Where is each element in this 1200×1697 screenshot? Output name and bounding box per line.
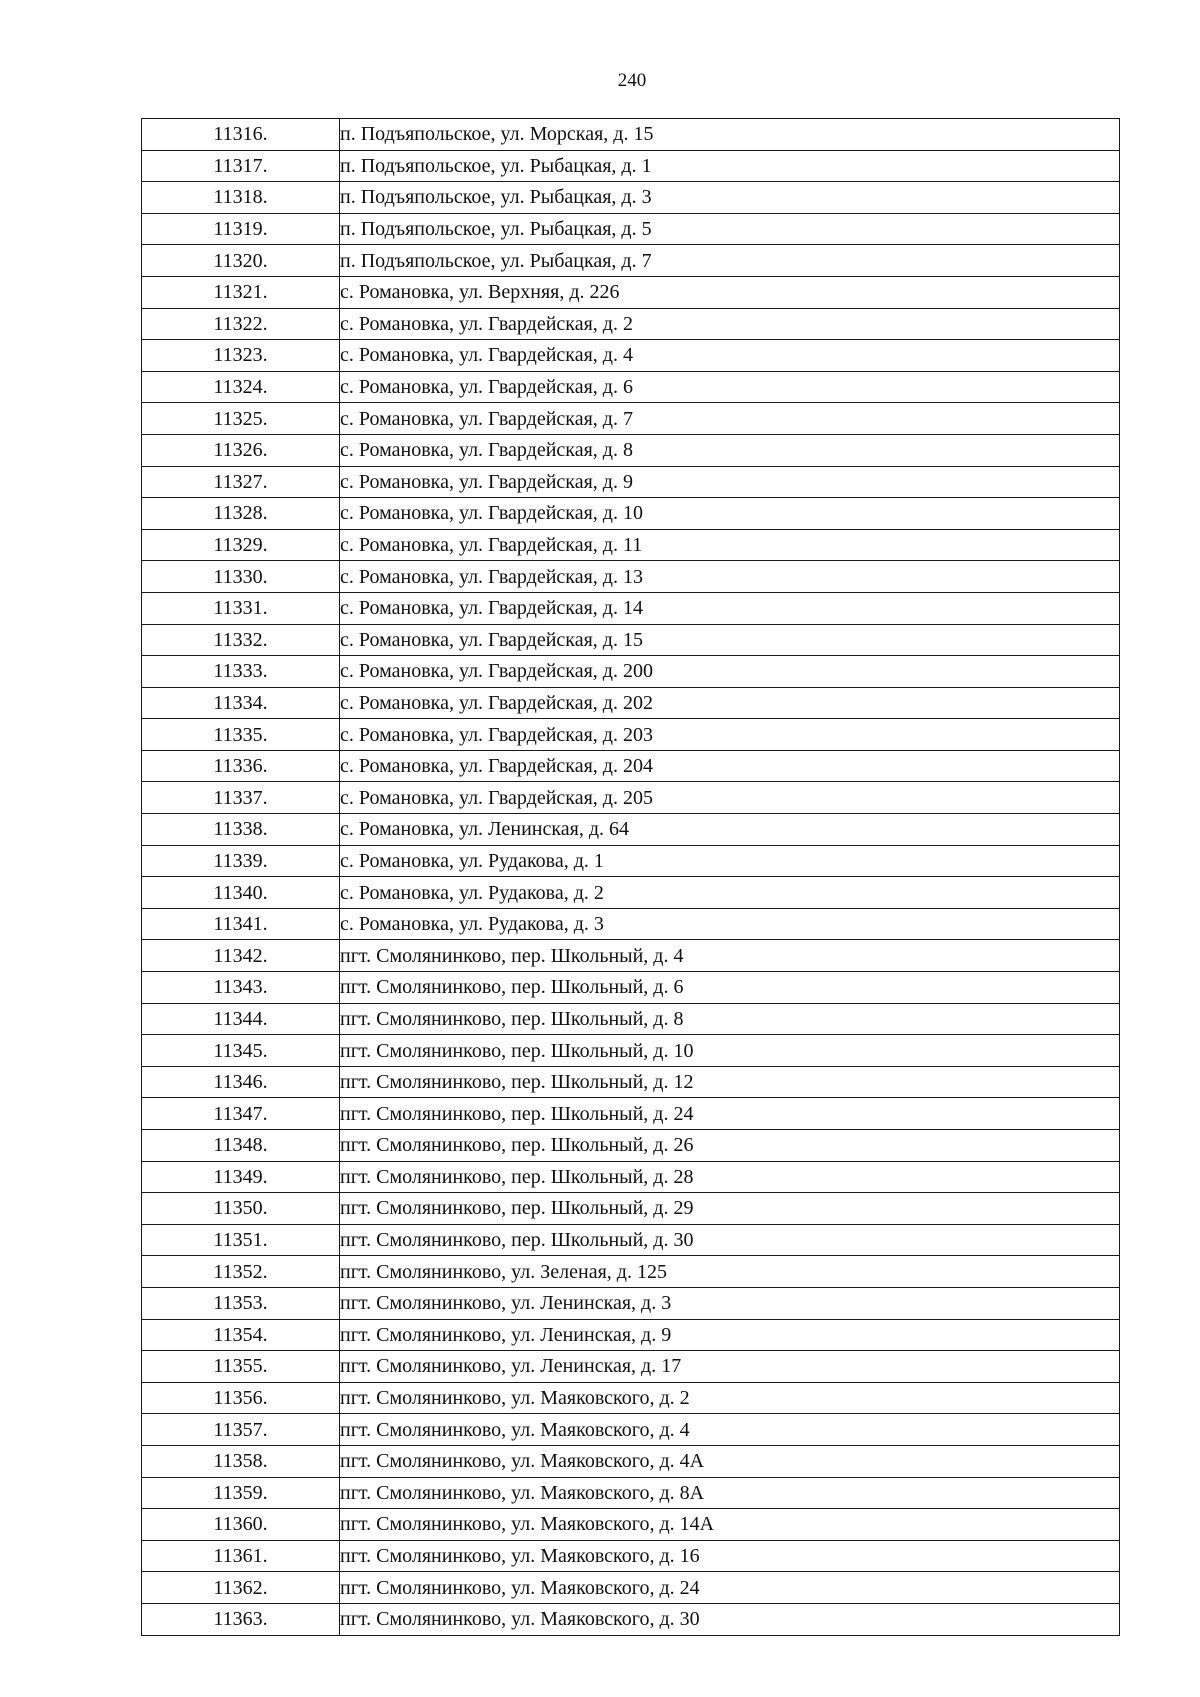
table-row — [142, 340, 1120, 372]
address-cell: с. Романовка, ул. Гвардейская, д. 15 — [340, 624, 1120, 656]
row-number-cell: 11330. — [142, 561, 340, 593]
table-row — [142, 1256, 1120, 1288]
row-number-cell: 11327. — [142, 466, 340, 498]
address-cell: с. Романовка, ул. Гвардейская, д. 10 — [340, 498, 1120, 530]
address-cell: пгт. Смолянинково, пер. Школьный, д. 10 — [340, 1035, 1120, 1067]
address-cell: с. Романовка, ул. Гвардейская, д. 8 — [340, 434, 1120, 466]
row-number-cell: 11341. — [142, 908, 340, 940]
address-cell: пгт. Смолянинково, ул. Ленинская, д. 9 — [340, 1319, 1120, 1351]
row-number-cell: 11342. — [142, 940, 340, 972]
address-cell: пгт. Смолянинково, пер. Школьный, д. 12 — [340, 1066, 1120, 1098]
row-number-cell: 11322. — [142, 308, 340, 340]
row-number-cell: 11353. — [142, 1287, 340, 1319]
address-cell: с. Романовка, ул. Гвардейская, д. 14 — [340, 592, 1120, 624]
table-row — [142, 750, 1120, 782]
table-row — [142, 1098, 1120, 1130]
row-number-cell: 11363. — [142, 1603, 340, 1635]
table-row — [142, 498, 1120, 530]
address-cell: с. Романовка, ул. Рудакова, д. 3 — [340, 908, 1120, 940]
table-row — [142, 1477, 1120, 1509]
row-number-cell: 11354. — [142, 1319, 340, 1351]
row-number-cell: 11345. — [142, 1035, 340, 1067]
address-cell: пгт. Смолянинково, пер. Школьный, д. 26 — [340, 1130, 1120, 1162]
address-cell: пгт. Смолянинково, пер. Школьный, д. 30 — [340, 1224, 1120, 1256]
table-row — [142, 561, 1120, 593]
address-cell: пгт. Смолянинково, ул. Маяковского, д. 16 — [340, 1540, 1120, 1572]
address-cell: с. Романовка, ул. Гвардейская, д. 11 — [340, 529, 1120, 561]
address-cell: пгт. Смолянинково, ул. Маяковского, д. 8А — [340, 1477, 1120, 1509]
row-number-cell: 11362. — [142, 1572, 340, 1604]
table-row — [142, 119, 1120, 151]
table-row — [142, 182, 1120, 214]
row-number-cell: 11339. — [142, 845, 340, 877]
row-number-cell: 11325. — [142, 403, 340, 435]
address-cell: пгт. Смолянинково, пер. Школьный, д. 28 — [340, 1161, 1120, 1193]
table-row — [142, 434, 1120, 466]
address-cell: пгт. Смолянинково, ул. Маяковского, д. 14А — [340, 1509, 1120, 1541]
row-number-cell: 11360. — [142, 1509, 340, 1541]
row-number-cell: 11319. — [142, 213, 340, 245]
table-row — [142, 1351, 1120, 1383]
address-cell: пгт. Смолянинково, ул. Зеленая, д. 125 — [340, 1256, 1120, 1288]
row-number-cell: 11337. — [142, 782, 340, 814]
row-number-cell: 11335. — [142, 719, 340, 751]
address-cell: пгт. Смолянинково, ул. Маяковского, д. 24 — [340, 1572, 1120, 1604]
row-number-cell: 11324. — [142, 371, 340, 403]
row-number-cell: 11320. — [142, 245, 340, 277]
table-row — [142, 403, 1120, 435]
table-row — [142, 1287, 1120, 1319]
address-cell: с. Романовка, ул. Гвардейская, д. 202 — [340, 687, 1120, 719]
table-row — [142, 1161, 1120, 1193]
row-number-cell: 11348. — [142, 1130, 340, 1162]
table-row — [142, 1193, 1120, 1225]
row-number-cell: 11351. — [142, 1224, 340, 1256]
table-row — [142, 150, 1120, 182]
address-cell: п. Подъяпольское, ул. Рыбацкая, д. 1 — [340, 150, 1120, 182]
address-cell: пгт. Смолянинково, пер. Школьный, д. 4 — [340, 940, 1120, 972]
table-row — [142, 687, 1120, 719]
row-number-cell: 11346. — [142, 1066, 340, 1098]
address-cell: пгт. Смолянинково, пер. Школьный, д. 6 — [340, 972, 1120, 1004]
row-number-cell: 11352. — [142, 1256, 340, 1288]
row-number-cell: 11338. — [142, 814, 340, 846]
address-cell: с. Романовка, ул. Гвардейская, д. 13 — [340, 561, 1120, 593]
address-cell: пгт. Смолянинково, ул. Ленинская, д. 17 — [340, 1351, 1120, 1383]
row-number-cell: 11331. — [142, 592, 340, 624]
address-cell: с. Романовка, ул. Гвардейская, д. 6 — [340, 371, 1120, 403]
address-cell: п. Подъяпольское, ул. Рыбацкая, д. 7 — [340, 245, 1120, 277]
address-cell: пгт. Смолянинково, ул. Маяковского, д. 2 — [340, 1382, 1120, 1414]
table-row — [142, 782, 1120, 814]
page-number: 240 — [617, 70, 647, 91]
table-row — [142, 213, 1120, 245]
row-number-cell: 11347. — [142, 1098, 340, 1130]
row-number-cell: 11323. — [142, 340, 340, 372]
table-row — [142, 371, 1120, 403]
table-row — [142, 1382, 1120, 1414]
address-table — [141, 118, 1120, 1636]
address-cell: п. Подъяпольское, ул. Морская, д. 15 — [340, 119, 1120, 151]
address-cell: п. Подъяпольское, ул. Рыбацкая, д. 5 — [340, 213, 1120, 245]
address-cell: пгт. Смолянинково, ул. Маяковского, д. 4 — [340, 1414, 1120, 1446]
table-row — [142, 940, 1120, 972]
table-row — [142, 276, 1120, 308]
row-number-cell: 11332. — [142, 624, 340, 656]
table-row — [142, 656, 1120, 688]
address-cell: с. Романовка, ул. Гвардейская, д. 4 — [340, 340, 1120, 372]
table-row — [142, 845, 1120, 877]
address-cell: с. Романовка, ул. Гвардейская, д. 7 — [340, 403, 1120, 435]
row-number-cell: 11328. — [142, 498, 340, 530]
table-row — [142, 1509, 1120, 1541]
row-number-cell: 11334. — [142, 687, 340, 719]
table-row — [142, 908, 1120, 940]
table-row — [142, 719, 1120, 751]
table-row — [142, 814, 1120, 846]
row-number-cell: 11340. — [142, 877, 340, 909]
table-row — [142, 1066, 1120, 1098]
address-cell: пгт. Смолянинково, ул. Маяковского, д. 30 — [340, 1603, 1120, 1635]
row-number-cell: 11316. — [142, 119, 340, 151]
table-row — [142, 972, 1120, 1004]
table-row — [142, 1540, 1120, 1572]
row-number-cell: 11344. — [142, 1003, 340, 1035]
row-number-cell: 11321. — [142, 276, 340, 308]
row-number-cell: 11343. — [142, 972, 340, 1004]
row-number-cell: 11318. — [142, 182, 340, 214]
address-cell: с. Романовка, ул. Верхняя, д. 226 — [340, 276, 1120, 308]
address-cell: пгт. Смолянинково, ул. Маяковского, д. 4А — [340, 1445, 1120, 1477]
table-row — [142, 245, 1120, 277]
address-cell: пгт. Смолянинково, пер. Школьный, д. 8 — [340, 1003, 1120, 1035]
table-row — [142, 1319, 1120, 1351]
table-row — [142, 1445, 1120, 1477]
address-cell: с. Романовка, ул. Гвардейская, д. 200 — [340, 656, 1120, 688]
row-number-cell: 11350. — [142, 1193, 340, 1225]
address-cell: с. Романовка, ул. Гвардейская, д. 203 — [340, 719, 1120, 751]
table-row — [142, 529, 1120, 561]
table-row — [142, 1035, 1120, 1067]
row-number-cell: 11361. — [142, 1540, 340, 1572]
table-row — [142, 466, 1120, 498]
row-number-cell: 11357. — [142, 1414, 340, 1446]
row-number-cell: 11329. — [142, 529, 340, 561]
address-table-body — [142, 119, 1120, 1636]
address-cell: пгт. Смолянинково, ул. Ленинская, д. 3 — [340, 1287, 1120, 1319]
row-number-cell: 11358. — [142, 1445, 340, 1477]
address-cell: пгт. Смолянинково, пер. Школьный, д. 24 — [340, 1098, 1120, 1130]
row-number-cell: 11359. — [142, 1477, 340, 1509]
row-number-cell: 11355. — [142, 1351, 340, 1383]
row-number-cell: 11336. — [142, 750, 340, 782]
table-row — [142, 1414, 1120, 1446]
table-row — [142, 624, 1120, 656]
row-number-cell: 11317. — [142, 150, 340, 182]
table-row — [142, 877, 1120, 909]
address-cell: п. Подъяпольское, ул. Рыбацкая, д. 3 — [340, 182, 1120, 214]
address-cell: с. Романовка, ул. Гвардейская, д. 9 — [340, 466, 1120, 498]
table-row — [142, 1224, 1120, 1256]
address-cell: с. Романовка, ул. Гвардейская, д. 204 — [340, 750, 1120, 782]
address-cell: с. Романовка, ул. Гвардейская, д. 205 — [340, 782, 1120, 814]
address-cell: с. Романовка, ул. Рудакова, д. 1 — [340, 845, 1120, 877]
table-row — [142, 592, 1120, 624]
address-cell: с. Романовка, ул. Рудакова, д. 2 — [340, 877, 1120, 909]
table-row — [142, 308, 1120, 340]
table-row — [142, 1572, 1120, 1604]
table-row — [142, 1130, 1120, 1162]
address-cell: с. Романовка, ул. Ленинская, д. 64 — [340, 814, 1120, 846]
row-number-cell: 11349. — [142, 1161, 340, 1193]
table-row — [142, 1003, 1120, 1035]
row-number-cell: 11333. — [142, 656, 340, 688]
row-number-cell: 11326. — [142, 434, 340, 466]
address-cell: пгт. Смолянинково, пер. Школьный, д. 29 — [340, 1193, 1120, 1225]
address-cell: с. Романовка, ул. Гвардейская, д. 2 — [340, 308, 1120, 340]
table-row — [142, 1603, 1120, 1635]
row-number-cell: 11356. — [142, 1382, 340, 1414]
